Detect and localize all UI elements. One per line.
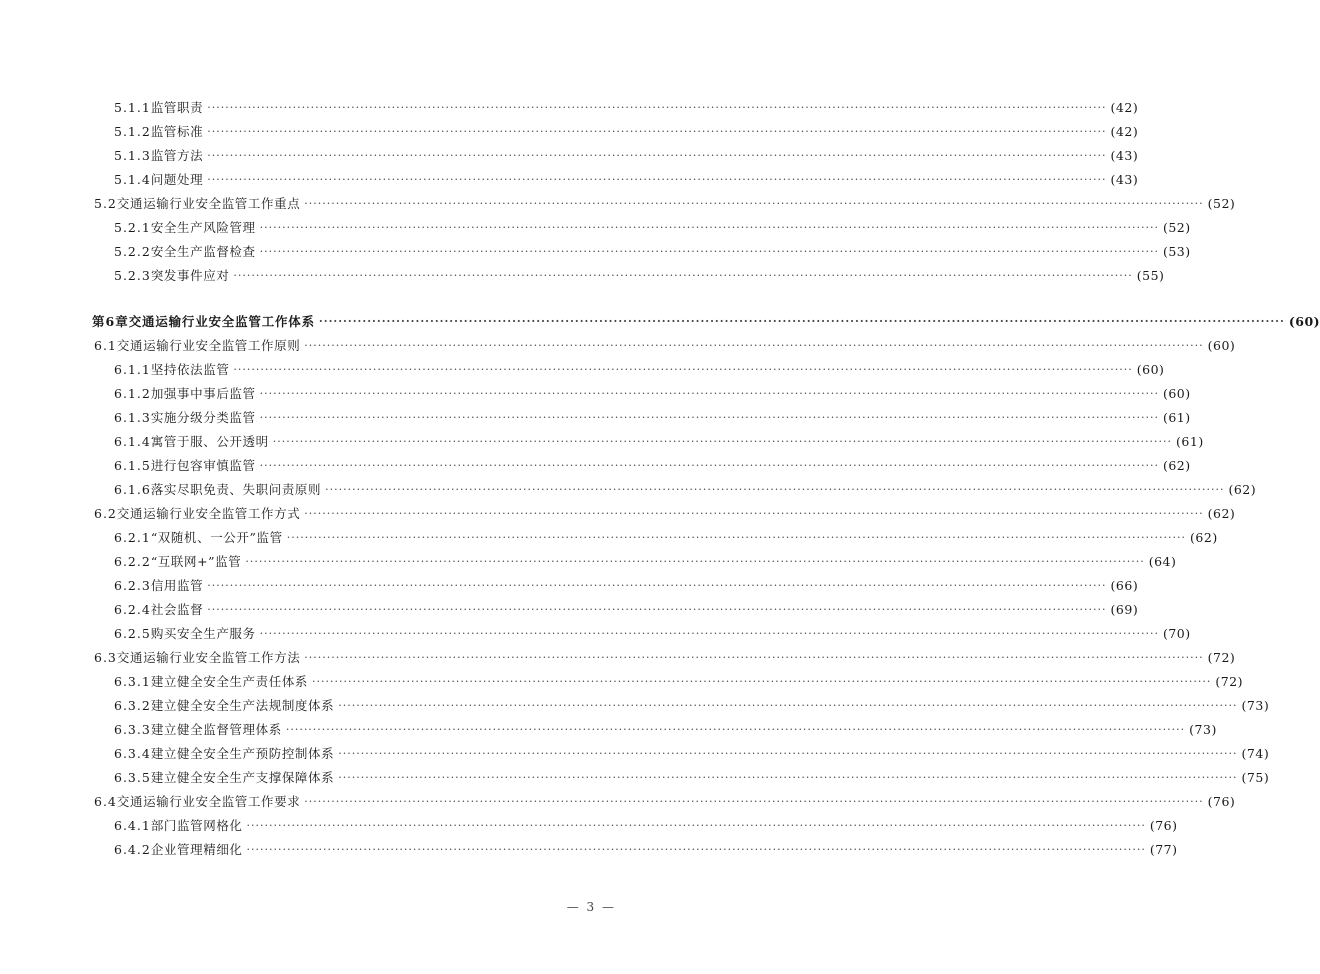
dot-leader: ········································································································································································································ xyxy=(245,555,1145,568)
toc-entry-number: 第6章 xyxy=(92,314,129,329)
dot-leader: ········································································································································································································ xyxy=(259,411,1159,424)
toc-entry xyxy=(0,310,1320,334)
dot-leader: ········································································································································································································ xyxy=(272,435,1173,448)
toc-entry-page: (52) xyxy=(1162,220,1191,235)
toc-entry-title: 社会监督 xyxy=(150,602,204,617)
toc-entry-page: (70) xyxy=(1162,626,1191,641)
toc-entry-page: (60) xyxy=(1207,338,1236,353)
dot-leader: ········································································································································································································ xyxy=(207,173,1107,186)
toc-entry-number: 6.4 xyxy=(94,794,117,809)
toc-entry xyxy=(0,264,1165,288)
toc-entry-title: 交通运输行业安全监管工作要求 xyxy=(116,794,301,809)
toc-entry-title: 安全生产监督检查 xyxy=(150,244,256,259)
toc-entry-number: 6.1.6 xyxy=(114,482,151,497)
toc-entry-number: 6.2.5 xyxy=(114,626,151,641)
toc-entry-page: (76) xyxy=(1207,794,1236,809)
toc-entry-title: 实施分级分类监管 xyxy=(150,410,256,425)
toc-entry xyxy=(0,120,1139,144)
toc-entry-page: (52) xyxy=(1207,196,1236,211)
dot-leader: ········································································································································································································ xyxy=(259,387,1159,400)
toc-entry-title: 建立健全安全生产预防控制体系 xyxy=(150,746,335,761)
toc-entry-title: 问题处理 xyxy=(150,172,204,187)
toc-entry-number: 5.2.1 xyxy=(114,220,151,235)
toc-entry-number: 6.1.4 xyxy=(114,434,151,449)
toc-entry-number: 6.3.4 xyxy=(114,746,151,761)
toc-entry-title: 交通运输行业安全监管工作重点 xyxy=(116,196,301,211)
toc-entry-page: (60) xyxy=(1136,362,1165,377)
toc-entry-number: 6.3.1 xyxy=(114,674,151,689)
dot-leader: ········································································································································································································ xyxy=(312,675,1212,688)
toc-entry-title: 交通运输行业安全监管工作体系 xyxy=(128,314,315,329)
toc-entry xyxy=(0,742,1270,766)
dot-leader: ········································································································································································································ xyxy=(207,101,1107,114)
dot-leader: ········································································································································································································ xyxy=(338,747,1238,760)
dot-leader: ········································································································································································································ xyxy=(285,723,1186,736)
toc-entry-number: 6.3 xyxy=(94,650,117,665)
toc-entry-title: 部门监管网格化 xyxy=(150,818,243,833)
toc-entry-number: 6.2.3 xyxy=(114,578,151,593)
toc-entry-number: 5.2.2 xyxy=(114,244,151,259)
toc-entry-title: 交通运输行业安全监管工作原则 xyxy=(116,338,301,353)
toc-entry-title: “双随机、一公开”监管 xyxy=(150,530,283,545)
dot-leader: ········································································································································································································ xyxy=(233,269,1133,282)
toc-entry xyxy=(0,646,1236,670)
dot-leader: ········································································································································································································ xyxy=(286,531,1187,544)
toc-entry xyxy=(0,502,1236,526)
toc-entry-number: 6.3.5 xyxy=(114,770,151,785)
toc-entry xyxy=(0,382,1191,406)
toc-entry-number: 6.1.2 xyxy=(114,386,151,401)
toc-chapter-6 xyxy=(0,310,1320,862)
dot-leader: ········································································································································································································ xyxy=(259,245,1159,258)
dot-leader: ········································································································································································································ xyxy=(233,363,1133,376)
toc-entry-page: (43) xyxy=(1110,172,1139,187)
toc-entry-number: 6.4.1 xyxy=(114,818,151,833)
toc-entry xyxy=(0,526,1218,550)
toc-entry xyxy=(0,814,1178,838)
dot-leader: ········································································································································································································ xyxy=(259,627,1159,640)
toc-entry xyxy=(0,144,1139,168)
toc-entry-page: (69) xyxy=(1110,602,1139,617)
toc-entry-page: (62) xyxy=(1207,506,1236,521)
toc-entry xyxy=(0,574,1139,598)
toc-entry xyxy=(0,550,1177,574)
toc-section-5 xyxy=(0,96,1236,288)
toc-entry xyxy=(0,598,1139,622)
toc-entry xyxy=(0,478,1257,502)
toc-entry-page: (60) xyxy=(1288,314,1320,329)
toc-entry-page: (53) xyxy=(1162,244,1191,259)
toc-entry-title: 交通运输行业安全监管工作方法 xyxy=(116,650,301,665)
toc-entry xyxy=(0,838,1178,862)
toc-entry-page: (62) xyxy=(1190,530,1218,545)
dot-leader: ········································································································································································································ xyxy=(246,819,1146,832)
toc-entry-number: 6.1.5 xyxy=(114,458,151,473)
toc-entry xyxy=(0,192,1236,216)
toc-entry-number: 6.3.3 xyxy=(114,722,151,737)
toc-entry-page: (62) xyxy=(1162,458,1191,473)
toc-entry-page: (73) xyxy=(1241,698,1270,713)
toc-entry-page: (72) xyxy=(1215,674,1244,689)
toc-entry-title: 监管方法 xyxy=(150,148,204,163)
toc-entry-title: 购买安全生产服务 xyxy=(150,626,256,641)
toc-entry-title: 监管标准 xyxy=(150,124,204,139)
toc-entry xyxy=(0,240,1191,264)
section-gap xyxy=(0,288,700,310)
toc-entry xyxy=(0,694,1270,718)
dot-leader: ········································································································································································································ xyxy=(304,197,1204,210)
table-of-contents xyxy=(0,96,1320,862)
toc-entry-page: (42) xyxy=(1110,124,1139,139)
toc-entry xyxy=(0,718,1217,742)
toc-entry-page: (75) xyxy=(1241,770,1270,785)
toc-entry-page: (61) xyxy=(1176,434,1204,449)
toc-entry-page: (76) xyxy=(1149,818,1178,833)
toc-entry-page: (77) xyxy=(1149,842,1178,857)
toc-entry xyxy=(0,622,1191,646)
toc-entry-page: (66) xyxy=(1110,578,1139,593)
dot-leader: ········································································································································································································ xyxy=(304,651,1204,664)
dot-leader: ········································································································································································································ xyxy=(207,579,1107,592)
toc-entry-page: (42) xyxy=(1110,100,1139,115)
toc-entry-number: 6.2.1 xyxy=(114,530,151,545)
toc-entry-title: 建立健全监督管理体系 xyxy=(150,722,282,737)
dot-leader: ········································································································································································································ xyxy=(338,699,1238,712)
toc-entry-number: 6.2 xyxy=(94,506,117,521)
toc-entry-number: 5.2 xyxy=(94,196,117,211)
toc-entry-page: (64) xyxy=(1148,554,1177,569)
toc-entry-title: 进行包容审慎监管 xyxy=(150,458,256,473)
toc-entry-number: 5.1.4 xyxy=(114,172,151,187)
toc-entry-title: 寓管于服、公开透明 xyxy=(150,434,269,449)
toc-entry-page: (60) xyxy=(1162,386,1191,401)
toc-entry xyxy=(0,454,1191,478)
dot-leader: ········································································································································································································ xyxy=(207,603,1107,616)
toc-entry-page: (55) xyxy=(1136,268,1165,283)
toc-entry xyxy=(0,766,1270,790)
dot-leader: ········································································································································································································ xyxy=(304,795,1204,808)
toc-entry-title: 信用监管 xyxy=(150,578,204,593)
toc-entry xyxy=(0,96,1139,120)
toc-entry-title: 建立健全安全生产支撑保障体系 xyxy=(150,770,335,785)
toc-entry xyxy=(0,406,1191,430)
toc-entry-title: 坚持依法监管 xyxy=(150,362,230,377)
toc-entry-title: 突发事件应对 xyxy=(150,268,230,283)
toc-entry-title: 落实尽职免责、失职问责原则 xyxy=(150,482,322,497)
toc-entry-number: 6.1.3 xyxy=(114,410,151,425)
toc-entry xyxy=(0,790,1236,814)
toc-entry-title: 监管职责 xyxy=(150,100,204,115)
toc-entry-page: (62) xyxy=(1228,482,1257,497)
dot-leader: ········································································································································································································ xyxy=(246,843,1146,856)
dot-leader: ········································································································································································································ xyxy=(338,771,1238,784)
toc-entry-title: “互联网+”监管 xyxy=(150,554,242,569)
toc-entry-page: (74) xyxy=(1241,746,1270,761)
toc-entry xyxy=(0,430,1204,454)
toc-entry-number: 6.1 xyxy=(94,338,117,353)
toc-entry xyxy=(0,358,1165,382)
dot-leader: ········································································································································································································ xyxy=(318,315,1285,328)
toc-entry xyxy=(0,334,1236,358)
toc-entry-number: 6.2.2 xyxy=(114,554,151,569)
toc-entry-title: 加强事中事后监管 xyxy=(150,386,256,401)
toc-entry-number: 5.1.1 xyxy=(114,100,151,115)
toc-entry-title: 建立健全安全生产责任体系 xyxy=(150,674,309,689)
toc-entry-number: 5.1.2 xyxy=(114,124,151,139)
dot-leader: ········································································································································································································ xyxy=(207,149,1107,162)
toc-entry xyxy=(0,216,1191,240)
toc-entry-number: 6.4.2 xyxy=(114,842,151,857)
toc-entry xyxy=(0,168,1139,192)
toc-entry-number: 5.2.3 xyxy=(114,268,151,283)
toc-entry xyxy=(0,670,1244,694)
toc-entry-page: (43) xyxy=(1110,148,1139,163)
toc-entry-number: 6.3.2 xyxy=(114,698,151,713)
dot-leader: ········································································································································································································ xyxy=(325,483,1225,496)
toc-entry-page: (72) xyxy=(1207,650,1236,665)
toc-entry-title: 建立健全安全生产法规制度体系 xyxy=(150,698,335,713)
toc-entry-number: 6.1.1 xyxy=(114,362,151,377)
page-number: — 3 — xyxy=(566,900,616,914)
toc-entry-page: (73) xyxy=(1189,722,1217,737)
toc-entry-title: 企业管理精细化 xyxy=(150,842,243,857)
dot-leader: ········································································································································································································ xyxy=(259,221,1159,234)
toc-entry-number: 6.2.4 xyxy=(114,602,151,617)
toc-entry-number: 5.1.3 xyxy=(114,148,151,163)
dot-leader: ········································································································································································································ xyxy=(304,339,1204,352)
toc-entry-page: (61) xyxy=(1162,410,1191,425)
toc-entry-title: 交通运输行业安全监管工作方式 xyxy=(116,506,301,521)
dot-leader: ········································································································································································································ xyxy=(259,459,1159,472)
toc-entry-title: 安全生产风险管理 xyxy=(150,220,256,235)
dot-leader: ········································································································································································································ xyxy=(207,125,1107,138)
dot-leader: ········································································································································································································ xyxy=(304,507,1204,520)
